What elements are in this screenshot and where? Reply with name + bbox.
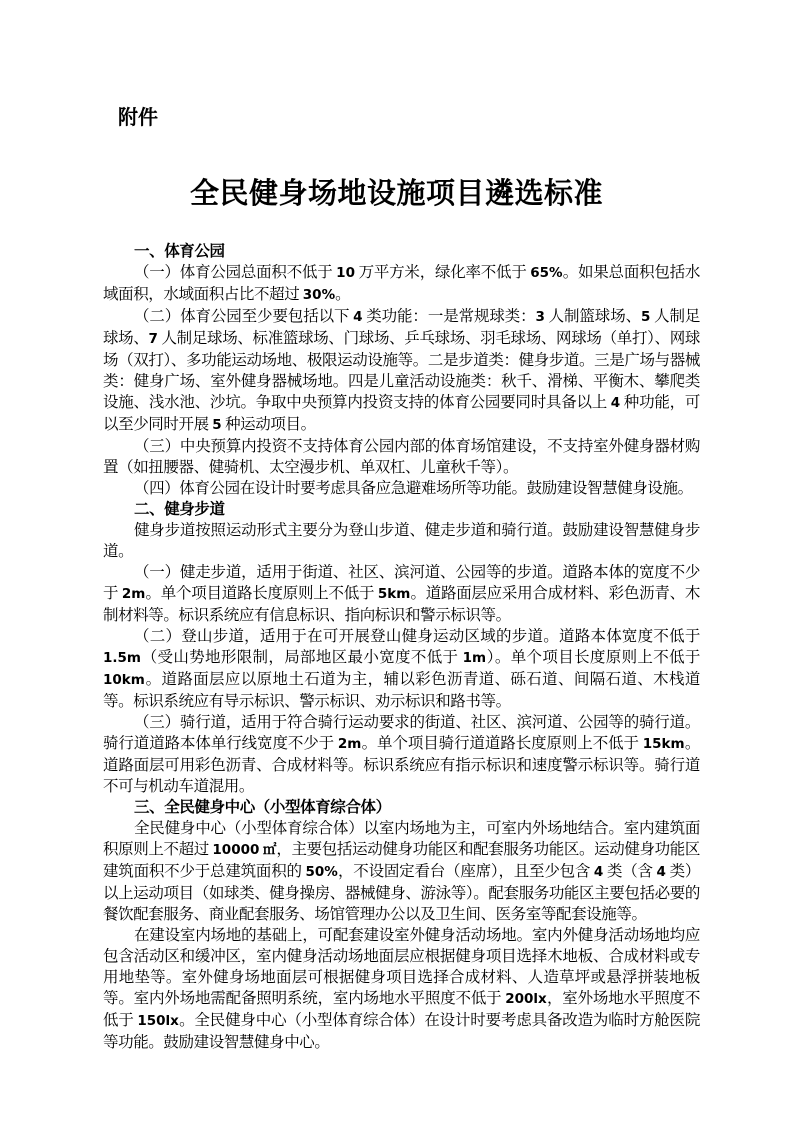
paragraph: （一）体育公园总面积不低于 10 万平方米，绿化率不低于 65%。如果总面积包括水域面积，水域面积占比不超过 30%。: [103, 264, 700, 303]
document-body: [103, 241, 700, 1053]
paragraph: （一）健走步道，适用于街道、社区、滨河道、公园等的步道。道路本体的宽度不少于 2m。单个项目道路长度原则上不低于 5km。道路面层应采用合成材料、彩色沥青、木制材料等。标识系统应有信息标识、指向标识和警示标识等。: [103, 564, 701, 624]
paragraph: （二）体育公园至少要包括以下 4 类功能：一是常规球类：3 人制篮球场、5 人制足球场、7 人制足球场、标准篮球场、门球场、乒乓球场、羽毛球场、网球场（单打）、网球场（双打）、多功能运动场地、极限运动设施等。二是步道类：健身步道。三是广场与器械类：健身广场、室外健身器械场地。四是儿童活动设施类：秋千、滑梯、平衡木、攀爬类设施、浅水池、沙坑。争取中央预算内投资支持的体育公园要同时具备以上 4 种功能，可以至少同时开展 5 种运动项目。: [103, 308, 700, 433]
paragraph: （二）登山步道，适用于在可开展登山健身运动区域的步道。道路本体宽度不低于 1.5m（受山势地形限制，局部地区最小宽度不低于 1m）。单个项目长度原则上不低于 10km。道路面层应以原地土石道为主，辅以彩色沥青道、砾石道、间隔石道、木栈道等。标识系统应有导示标识、警示标识、劝示标识和路书等。: [103, 628, 700, 710]
section-heading-fitness-trail: 二、健身步道: [134, 501, 225, 518]
paragraph: （三）中央预算内投资不支持体育公园内部的体育场馆建设，不支持室外健身器材购置（如扭腰器、健骑机、太空漫步机、单双杠、儿童秋千等）。: [103, 438, 700, 476]
paragraph: （四）体育公园在设计时要考虑具备应急避难场所等功能。鼓励建设智慧健身设施。: [134, 480, 693, 497]
section-heading-fitness-center: 三、全民健身中心（小型体育综合体）: [134, 799, 391, 816]
paragraph: 在建设室内场地的基础上，可配套建设室外健身活动场地。室内外健身活动场地均应包含活动区和缓冲区，室内健身活动场地面层应根据健身项目选择木地板、合成材料或专用地垫等。室外健身场地面层可根据健身项目选择合成材料、人造草坪或悬浮拼装地板等。室内外场地需配备照明系统，室内场地水平照度不低于 200lx，室外场地水平照度不低于 150lx。全民健身中心（小型体育综合体）在设计时要考虑具备改造为临时方舱医院等功能。鼓励建设智慧健身中心。: [103, 927, 700, 1051]
section-heading-sports-park: 一、体育公园: [134, 243, 225, 260]
attachment-label: 附件: [118, 107, 158, 129]
paragraph: 健身步道按照运动形式主要分为登山步道、健走步道和骑行道。鼓励建设智慧健身步道。: [103, 522, 700, 560]
document-title: 全民健身场地设施项目遴选标准: [189, 178, 603, 210]
paragraph: 全民健身中心（小型体育综合体）以室内场地为主，可室内外场地结合。室内建筑面积原则上不超过 10000 ㎡，主要包括运动健身功能区和配套服务功能区。运动健身功能区建筑面积不少于总建筑面积的 50%，不设固定看台（座席），且至少包含 4 类（含 4 类）以上运动项目（如球类、健身操房、器械健身、游泳等）。配套服务功能区主要包括必要的餐饮配套服务、商业配套服务、场馆管理办公以及卫生间、医务室等配套设施等。: [103, 820, 700, 923]
paragraph: （三）骑行道，适用于符合骑行运动要求的街道、社区、滨河道、公园等的骑行道。骑行道道路本体单行线宽度不少于 2m。单个项目骑行道道路长度原则上不低于 15km。道路面层可用彩色沥青、合成材料等。标识系统应有指示标识和速度警示标识等。骑行道不可与机动车道混用。: [103, 714, 700, 795]
